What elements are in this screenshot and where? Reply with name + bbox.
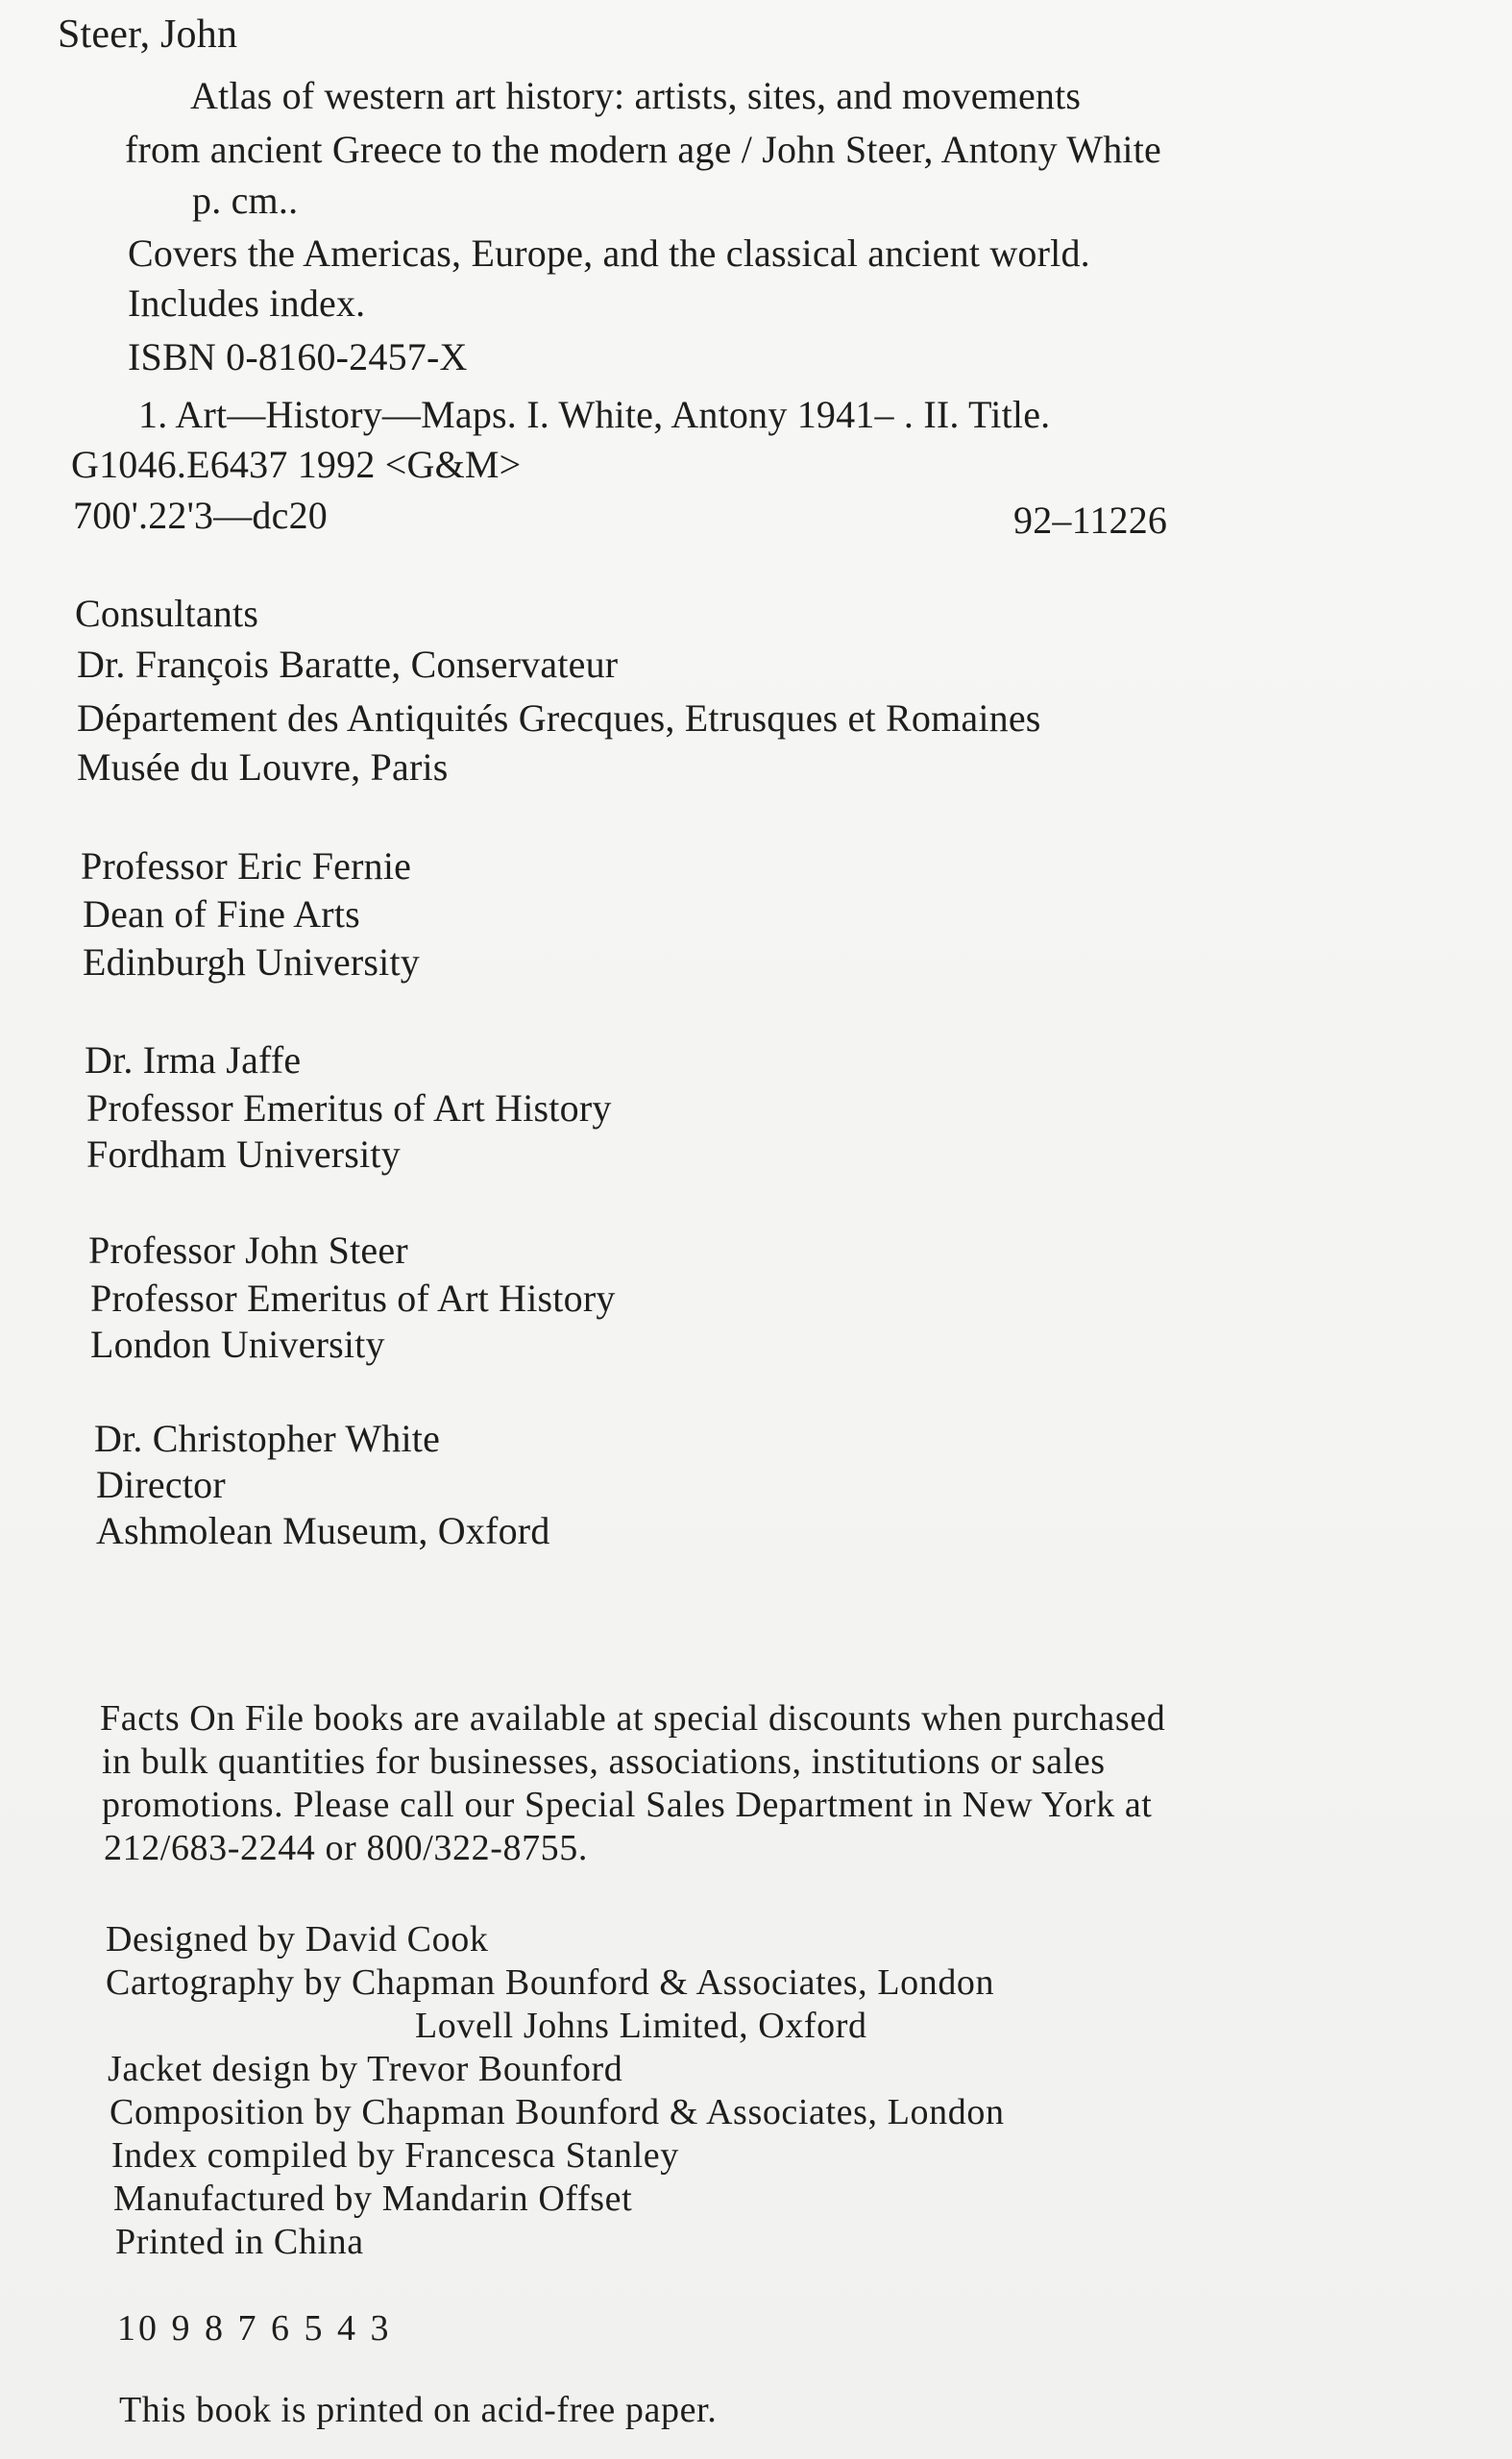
cip-note-coverage: Covers the Americas, Europe, and the classical ancient world. [128, 231, 1090, 275]
acid-free-paper-note: This book is printed on acid-free paper. [119, 2390, 718, 2430]
consultant-affiliation: Ashmolean Museum, Oxford [96, 1509, 550, 1552]
consultant-affiliation: London University [90, 1323, 385, 1366]
special-sales-line: promotions. Please call our Special Sales Department in New York at [102, 1785, 1153, 1825]
consultant-affiliation: Fordham University [86, 1132, 401, 1176]
consultant-name: Professor Eric Fernie [81, 844, 412, 888]
credit-line: Designed by David Cook [106, 1919, 489, 1960]
credit-line: Printed in China [115, 2222, 364, 2262]
consultant-name: Dr. Christopher White [94, 1417, 441, 1460]
cip-note-index: Includes index. [128, 281, 366, 325]
cip-isbn: ISBN 0-8160-2457-X [128, 335, 468, 378]
cip-lc-classification: G1046.E6437 1992 <G&M> [71, 443, 522, 486]
special-sales-line: Facts On File books are available at special discounts when purchased [100, 1698, 1166, 1739]
credit-line: Lovell Johns Limited, Oxford [415, 2006, 867, 2046]
cip-physical-description: p. cm.. [192, 179, 299, 222]
consultant-role: Dean of Fine Arts [83, 892, 360, 936]
cip-title-line-1: Atlas of western art history: artists, sites, and movements [190, 74, 1082, 117]
credit-line: Cartography by Chapman Bounford & Associates, London [106, 1962, 995, 2003]
credit-line: Composition by Chapman Bounford & Associates, London [110, 2092, 1005, 2132]
consultant-role: Director [96, 1463, 226, 1506]
consultant-name: Dr. Irma Jaffe [85, 1038, 302, 1082]
consultant-affiliation: Edinburgh University [83, 940, 421, 984]
consultant-affiliation: Musée du Louvre, Paris [77, 745, 449, 789]
consultant-role: Professor Emeritus of Art History [90, 1277, 616, 1320]
printing-line: 10 9 8 7 6 5 4 3 [117, 2308, 392, 2349]
cip-dewey-number: 700'.22'3—dc20 [73, 494, 328, 537]
consultant-name: Professor John Steer [88, 1229, 408, 1272]
cip-subjects: 1. Art—History—Maps. I. White, Antony 1941– . II. Title. [138, 393, 1051, 436]
credit-line: Jacket design by Trevor Bounford [108, 2049, 623, 2089]
credit-line: Manufactured by Mandarin Offset [113, 2179, 633, 2219]
consultant-name: Dr. François Baratte, Conservateur [77, 643, 619, 686]
consultants-heading: Consultants [75, 592, 259, 635]
special-sales-line: 212/683-2244 or 800/322-8755. [104, 1828, 588, 1868]
cip-author: Steer, John [58, 12, 238, 57]
cip-title-line-2: from ancient Greece to the modern age / John Steer, Antony White [125, 128, 1162, 171]
credit-line: Index compiled by Francesca Stanley [111, 2135, 679, 2176]
special-sales-line: in bulk quantities for businesses, associations, institutions or sales [102, 1741, 1106, 1782]
consultant-role: Professor Emeritus of Art History [86, 1086, 612, 1130]
consultant-role: Département des Antiquités Grecques, Etrusques et Romaines [77, 696, 1041, 740]
cip-lccn: 92–11226 [1013, 499, 1168, 542]
